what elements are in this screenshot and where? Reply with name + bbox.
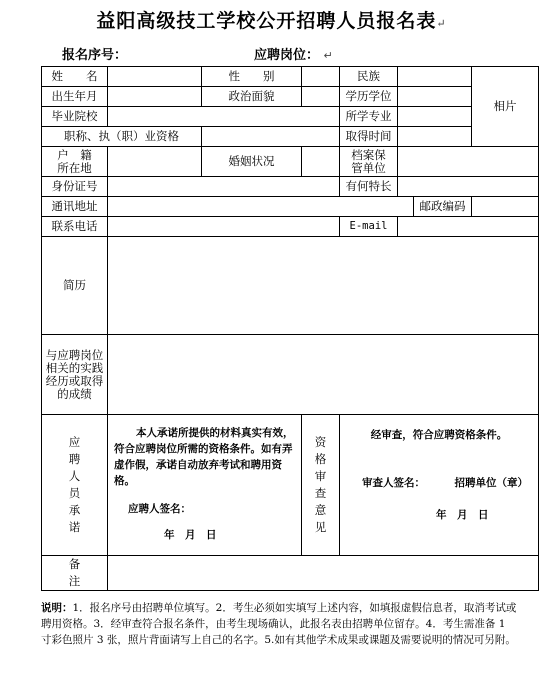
ethnicity-label: 民族 [340,67,398,87]
pledge-label-text: 应聘人员承诺 [68,435,81,534]
title-qualification-label: 职称、执（职）业资格 [42,127,202,147]
address-label: 通讯地址 [42,197,108,217]
pledge-date: 年 月 日 [164,529,217,541]
marital-field[interactable] [302,147,340,177]
remarks-field[interactable] [108,556,539,591]
review-text: 经审查，符合应聘资格条件。 [370,429,508,441]
address-field[interactable] [108,197,414,217]
obtain-time-field[interactable] [398,127,472,147]
id-number-field[interactable] [108,177,340,197]
birth-field[interactable] [108,87,202,107]
title-qualification-field[interactable] [202,127,340,147]
instructions-note [41,600,519,648]
name-field[interactable] [108,67,202,87]
remarks-label-text: 备注 [68,557,81,588]
political-field[interactable] [302,87,340,107]
applied-post-text: 应聘岗位： [254,48,320,63]
phone-field[interactable] [108,217,340,237]
postcode-field[interactable] [472,197,539,217]
review-sign-row [346,475,532,491]
hukou-field[interactable] [108,147,202,177]
resume-field[interactable] [108,237,539,335]
archive-field[interactable] [398,147,539,177]
specialty-label: 有何特长 [340,177,398,197]
major-label: 所学专业 [340,107,398,127]
email-field[interactable] [398,217,539,237]
paragraph-mark: ↵ [436,17,447,30]
name-label: 姓 名 [42,67,108,87]
title-text: 益阳高级技工学校公开招聘人员报名表 [96,10,437,32]
note-lead: 说明： [41,602,73,614]
education-field[interactable] [398,87,472,107]
gender-label: 性 别 [202,67,302,87]
post-paragraph-mark: ↵ [323,49,333,62]
education-label: 学历学位 [340,87,398,107]
ethnicity-field[interactable] [398,67,472,87]
page-title [0,6,543,33]
specialty-field[interactable] [398,177,539,197]
review-label [302,415,340,556]
birth-label: 出生年月 [42,87,108,107]
postcode-label: 邮政编码 [414,197,472,217]
review-label-text: 资格审查意见 [314,435,327,534]
resume-label: 简历 [42,237,108,335]
pledge-box [108,415,302,556]
pledge-label [42,415,108,556]
unit-seal-label: 招聘单位（章） [454,477,528,489]
archive-label: 档案保 管单位 [340,147,398,177]
pledge-text: 本人承诺所提供的材料真实有效，符合应聘岗位所需的资格条件。如有弄虚作假，承诺自动放弃考试和聘用资格。 [114,427,294,487]
review-date: 年 月 日 [436,509,489,521]
obtain-time-label: 取得时间 [340,127,398,147]
reviewer-sign-label: 审查人签名： [362,477,425,489]
major-field[interactable] [398,107,472,127]
experience-field[interactable] [108,335,539,415]
review-box [340,415,539,556]
phone-label: 联系电话 [42,217,108,237]
gender-field[interactable] [302,67,340,87]
political-label: 政治面貌 [202,87,302,107]
pledge-sign-label: 应聘人签名： [128,503,191,515]
school-field[interactable] [108,107,340,127]
school-label: 毕业院校 [42,107,108,127]
applied-post-label [254,44,333,63]
marital-label: 婚姻状况 [202,147,302,177]
id-number-label: 身份证号 [42,177,108,197]
serial-number-label: 报名序号： [62,48,128,63]
email-label: E-mail [340,217,398,237]
note-text: 1．报名序号由招聘单位填写。2．考生必须如实填写上述内容，如填报虚假信息者，取消考试或聘用资格。3．经审查符合报名条件，由考生现场确认，此报名表由招聘单位留存。4．考生需准备 1 寸彩色照片 3 张，照片背面请写上自己的名字。5.如有其他学术成果或课题及需要说明的情况可另附。 [41,602,517,646]
registration-form-table [41,66,539,591]
remarks-label [42,556,108,591]
photo-box[interactable]: 相片 [472,67,539,147]
hukou-label: 户 籍 所在地 [42,147,108,177]
experience-label: 与应聘岗位相关的实践经历或取得的成绩 [42,335,108,415]
